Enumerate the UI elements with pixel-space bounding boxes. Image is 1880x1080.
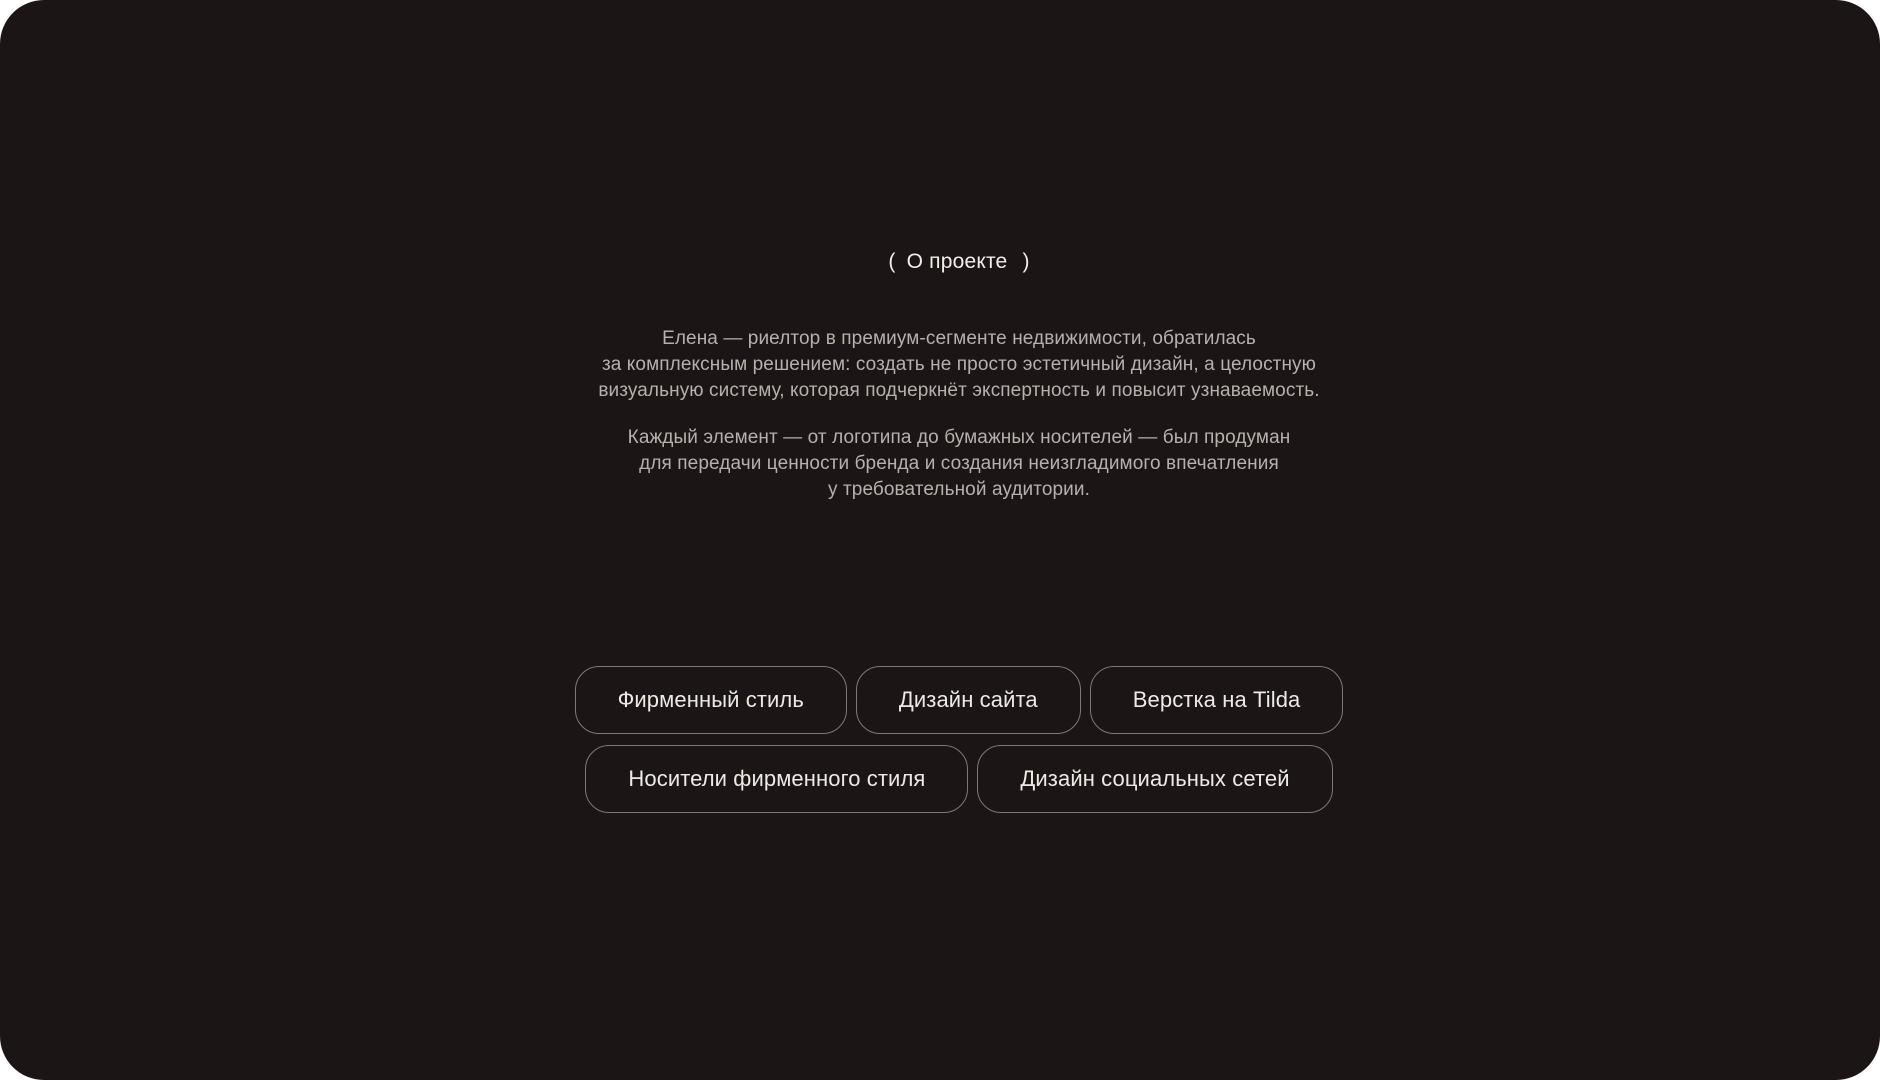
paragraph-2: [628, 425, 1291, 503]
about-section: [549, 250, 1369, 813]
tags-row-1: [575, 666, 1344, 734]
paragraph-1-line-2: за комплексным решением: создать не просто эстетичный дизайн, а целостную: [601, 354, 1317, 375]
paragraph-2-line-3: у требовательной аудитории.: [828, 479, 1090, 500]
paragraph-1: [598, 326, 1319, 404]
paragraph-1-line-1: Елена — риелтор в премиум-сегменте недвижимости, обратилась: [662, 328, 1256, 349]
section-title-label: О проекте: [906, 250, 1008, 273]
paragraph-2-line-1: Каждый элемент — от логотипа до бумажных носителей — был продуман: [627, 427, 1291, 448]
tag-brand-carriers[interactable]: Носители фирменного стиля: [585, 745, 968, 813]
tags-list: [575, 666, 1344, 813]
tag-brand-identity[interactable]: Фирменный стиль: [575, 666, 847, 734]
tag-social-media-design[interactable]: Дизайн социальных сетей: [977, 745, 1332, 813]
section-title: [888, 250, 1029, 274]
tags-row-2: [585, 745, 1332, 813]
open-paren: (: [888, 250, 896, 273]
close-paren: ): [1022, 250, 1030, 273]
tag-website-design[interactable]: Дизайн сайта: [856, 666, 1081, 734]
paragraph-2-line-2: для передачи ценности бренда и создания неизгладимого впечатления: [639, 453, 1279, 474]
paragraph-1-line-3: визуальную систему, которая подчеркнёт экспертность и повысит узнаваемость.: [598, 380, 1320, 401]
tag-tilda-layout[interactable]: Верстка на Tilda: [1090, 666, 1344, 734]
